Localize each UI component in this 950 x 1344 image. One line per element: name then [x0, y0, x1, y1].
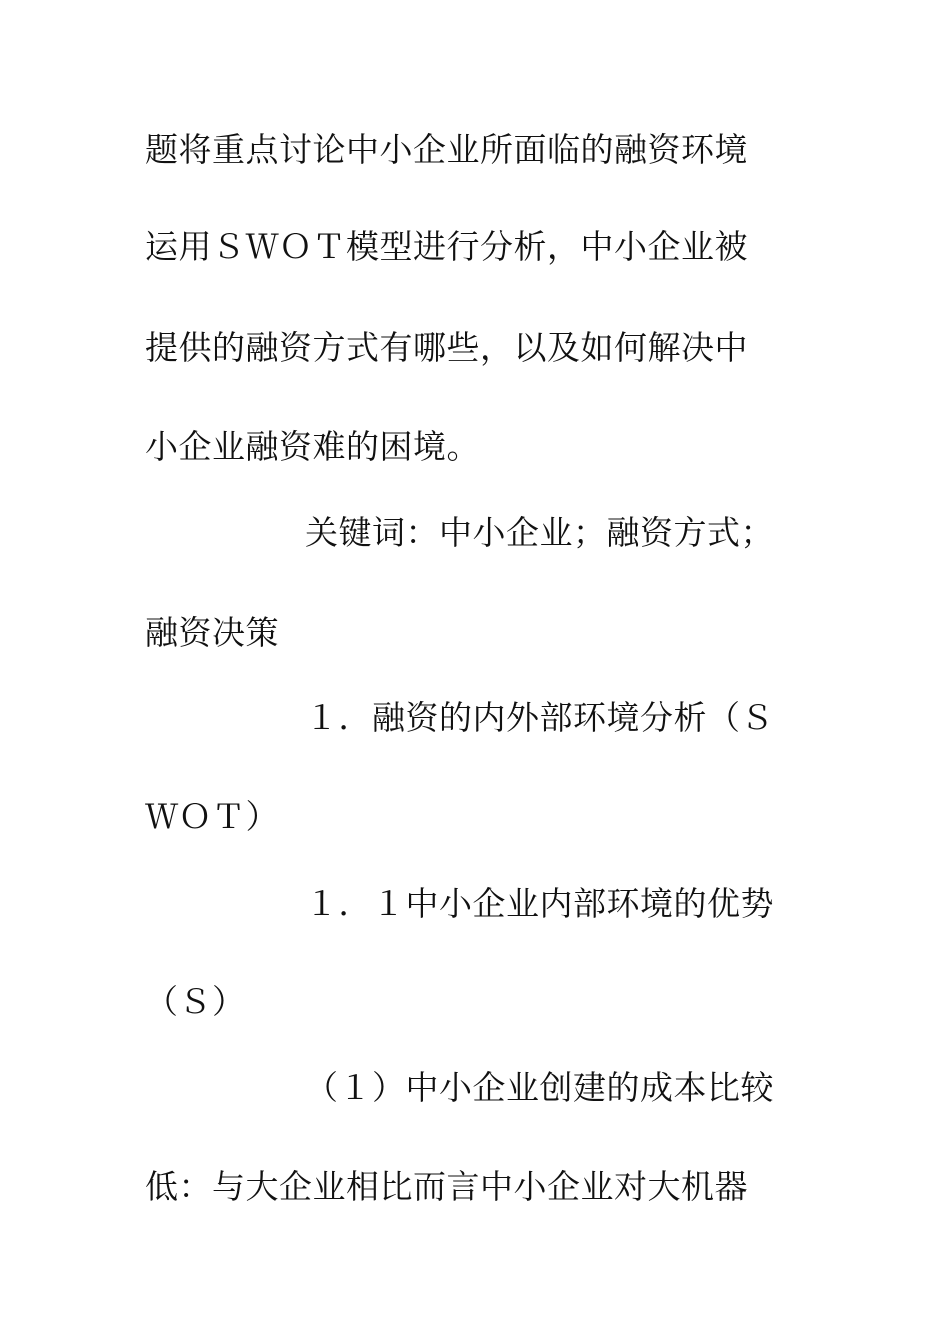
keywords-line: 关键词：中小企业；融资方式； — [305, 513, 774, 552]
paragraph-item-1-continuation: 低：与大企业相比而言中小企业对大机器 — [145, 1167, 748, 1206]
section-heading-1-continuation: ＷＯＴ） — [145, 797, 279, 836]
paragraph-item-1: （１）中小企业创建的成本比较 — [305, 1068, 774, 1107]
text-line-4: 小企业融资难的困境。 — [145, 427, 480, 466]
text-line-1: 题将重点讨论中小企业所面临的融资环境 — [145, 130, 748, 169]
text-line-2: 运用ＳＷＯＴ模型进行分析，中小企业被 — [145, 227, 748, 266]
section-heading-1: １．融资的内外部环境分析（Ｓ — [305, 698, 774, 737]
subsection-heading-1-1: １．１中小企业内部环境的优势 — [305, 884, 774, 923]
text-line-3: 提供的融资方式有哪些，以及如何解决中 — [145, 328, 748, 367]
subsection-heading-1-1-continuation: （Ｓ） — [145, 982, 246, 1021]
keywords-continuation: 融资决策 — [145, 613, 279, 652]
